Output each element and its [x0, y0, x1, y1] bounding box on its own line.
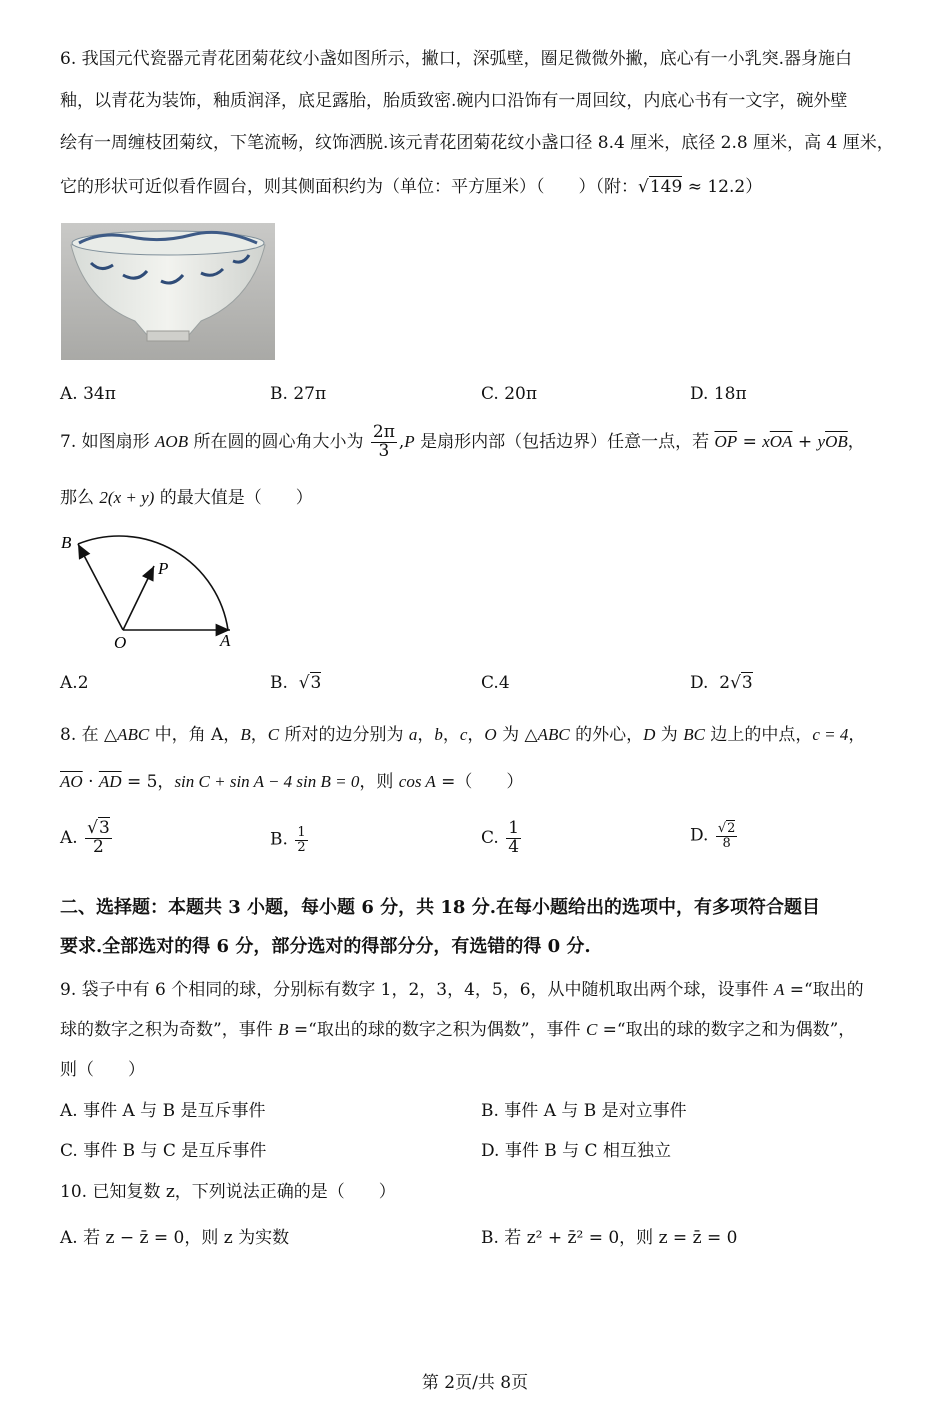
q8-text: ， [250, 725, 268, 745]
porcelain-bowl-image [61, 223, 275, 360]
q8-text: 为 [655, 725, 684, 745]
vector-op-arrow [123, 566, 154, 630]
option-fraction [85, 820, 112, 857]
option-letter: C. [481, 673, 499, 693]
q7-line-2 [60, 483, 313, 508]
q8-text: 边上的中点， [704, 725, 813, 745]
option-letter: B. [270, 829, 288, 850]
q7-plus: + [792, 432, 818, 452]
q8-dot: · [82, 772, 99, 792]
q8-d: D [643, 725, 656, 744]
q7-text: 那么 [60, 488, 100, 508]
q6-option-a[interactable] [60, 384, 116, 404]
q7-option-d[interactable]: D. 2√3 [690, 673, 753, 693]
option-value: 18π [713, 384, 747, 404]
q7-option-b[interactable]: B. √3 [270, 673, 322, 693]
q8-text: 为 △ [496, 725, 538, 745]
sector-diagram [58, 528, 238, 650]
option-letter: B. [270, 384, 288, 404]
q8-c: C [267, 725, 280, 744]
q7-text: 7. 如图扇形 [60, 432, 156, 452]
sqrt-radicand: 2 [727, 821, 736, 836]
vector-ob: $\overline{OB}$ [825, 432, 848, 451]
q8-side-a: a [408, 725, 418, 744]
fraction-numerator: 2π [372, 422, 395, 443]
option-fraction [295, 826, 307, 854]
q9-text: =“取出的 [784, 980, 864, 1000]
q8-line-2 [60, 767, 523, 792]
q9-text: 球的数字之积为奇数”，事件 [60, 1020, 279, 1040]
page-footer: 第 2页/共 8页 [421, 1373, 529, 1393]
q8-side-b: b [434, 725, 443, 744]
q6-sqrt-value: 149 [649, 177, 683, 197]
q8-text: = 5， [121, 772, 175, 792]
q6-option-d[interactable] [690, 384, 747, 404]
q8-text: ， [417, 725, 435, 745]
q7-x: x [762, 432, 770, 451]
q8-abc: ABC [117, 725, 150, 744]
q7-p: P [404, 432, 415, 451]
q6-line-2: 釉，以青花为装饰，釉质润泽，底足露胎，胎质致密.碗内口沿饰有一周回纹，内底心书有一文字，碗外壁 [60, 91, 848, 111]
q7-text: 所在圆的圆心角大小为 [188, 432, 369, 452]
q7-expression: 2(x + y) [99, 488, 155, 507]
q10-option-a[interactable]: A. 若 z − z̄ = 0，则 z 为实数 [60, 1228, 290, 1248]
fraction-numerator: √3 [87, 818, 110, 838]
q7-angle-fraction [371, 424, 397, 461]
fraction-denominator: 8 [722, 835, 731, 851]
q8-b: B [240, 725, 251, 744]
event-a: A [773, 980, 785, 999]
fraction-denominator: 2 [93, 836, 104, 857]
q7-eq: = [737, 432, 763, 452]
q7-option-c[interactable] [481, 673, 510, 693]
q7-text: 的最大值是（ ） [154, 488, 313, 508]
option-letter: D. [690, 384, 709, 404]
q8-text: ， [467, 725, 485, 745]
q7-y: y [817, 432, 826, 451]
q8-line-1 [60, 720, 865, 745]
q6-line-4-text: 它的形状可近似看作圆台，则其侧面积约为（单位：平方厘米）（ ）（附： [60, 177, 638, 197]
fraction-numerator: √2 [717, 821, 736, 836]
fraction-denominator: 3 [378, 441, 390, 461]
sqrt-radicand: 3 [98, 818, 110, 838]
q9-text: 9. 袋子中有 6 个相同的球，分别标有数字 1，2，3，4，5，6，从中随机取出两个球，设事件 [60, 980, 774, 1000]
section-2-heading-line-2: 要求.全部选对的得 6 分，部分选对的得部分分，有选错的得 0 分. [60, 936, 591, 957]
q8-option-a[interactable] [60, 820, 114, 857]
q9-option-c[interactable]: C. 事件 B 与 C 是互斥事件 [60, 1141, 267, 1161]
q9-line-1 [60, 975, 864, 1000]
q8-bc: BC [683, 725, 705, 744]
event-c: C [585, 1020, 598, 1039]
q8-option-d[interactable] [690, 822, 739, 850]
option-value: 34π [83, 384, 116, 404]
option-letter: D. [690, 673, 709, 693]
q8-option-c[interactable] [481, 820, 523, 857]
q8-side-c: c [459, 725, 468, 744]
q8-c-eq: c = 4 [812, 725, 849, 744]
q9-line-3: 则（ ） [60, 1060, 145, 1080]
option-coefficient: 2 [719, 673, 731, 693]
q8-option-b[interactable] [270, 826, 310, 854]
option-letter: B. [270, 673, 288, 693]
fraction-numerator: 1 [297, 825, 306, 840]
q9-option-d[interactable]: D. 事件 B 与 C 相互独立 [481, 1141, 671, 1161]
q9-option-b[interactable]: B. 事件 A 与 B 是对立事件 [481, 1101, 687, 1121]
q8-abc: ABC [537, 725, 570, 744]
option-letter: A. [60, 827, 78, 848]
q8-text: ，则 [359, 772, 399, 792]
q7-text: ， [847, 432, 865, 452]
option-letter: C. [481, 827, 499, 848]
vector-oa: $\overline{OA}$ [769, 432, 793, 451]
q8-text: =（ ） [435, 772, 524, 792]
sector-arc [78, 536, 228, 630]
option-letter: A. [60, 673, 78, 693]
q8-text: 所对的边分别为 [279, 725, 409, 745]
option-value: 2 [77, 673, 89, 693]
q9-text: =“取出的球的数字之积为偶数”，事件 [288, 1020, 586, 1040]
q6-option-c[interactable] [481, 384, 537, 404]
q10-option-b[interactable]: B. 若 z² + z̄² = 0，则 z = z̄ = 0 [481, 1228, 738, 1248]
option-letter: A. [60, 384, 78, 404]
label-o: O [114, 633, 127, 650]
q8-text: 的外心， [569, 725, 644, 745]
q10-line-1: 10. 已知复数 z，下列说法正确的是（ ） [60, 1182, 396, 1202]
option-fraction [716, 822, 738, 850]
q9-text: =“取出的球的数字之和为偶数”， [597, 1020, 856, 1040]
option-fraction [506, 820, 521, 857]
q8-o: O [484, 725, 497, 744]
q6-line-1: 6. 我国元代瓷器元青花团菊花纹小盏如图所示，撇口，深弧壁，圈足微微外撇，底心有一小乳突.器身施白 [60, 49, 853, 69]
q8-text: 中，角 A， [149, 725, 241, 745]
option-value: 27π [293, 384, 327, 404]
label-a: A [220, 631, 231, 650]
q6-line-4 [60, 172, 762, 197]
vector-op: $\overline{OP}$ [714, 432, 738, 451]
option-letter: C. [481, 384, 499, 404]
q7-line-1 [60, 418, 865, 466]
option-value: 3 [310, 673, 322, 693]
fraction-denominator: 2 [297, 839, 306, 855]
option-value: 4 [498, 673, 510, 693]
fraction-denominator: 4 [508, 836, 520, 857]
q6-approx: ≈ 12.2 [682, 177, 746, 197]
q8-text: ， [442, 725, 460, 745]
q7-aob: AOB [155, 432, 189, 451]
q7-text: 是扇形内部（包括边界）任意一点，若 [414, 432, 715, 452]
q8-text: ， [848, 725, 866, 745]
q8-text: 8. 在 △ [60, 725, 118, 745]
q6-option-b[interactable] [270, 384, 326, 404]
vector-ad: $\overline{AD}$ [98, 772, 122, 791]
q8-equation: sin C + sin A − 4 sin B = 0 [174, 772, 360, 791]
q8-cos-a: cos A [398, 772, 436, 791]
q7-text: , [398, 432, 405, 452]
q9-option-a[interactable]: A. 事件 A 与 B 是互斥事件 [60, 1101, 266, 1121]
sqrt-symbol: √ [638, 177, 649, 197]
label-b: B [61, 533, 72, 552]
section-2-heading-line-1: 二、选择题：本题共 3 小题，每小题 6 分，共 18 分.在每小题给出的选项中，有多项符合题目 [60, 897, 820, 918]
q7-option-a[interactable] [60, 673, 89, 693]
label-p: P [158, 559, 169, 578]
option-letter: D. [690, 825, 709, 846]
q6-line-4-end: ） [745, 177, 763, 197]
event-b: B [278, 1020, 289, 1039]
q6-line-3: 绘有一周缠枝团菊纹，下笔流畅，纹饰洒脱.该元青花团菊花纹小盏口径 8.4 厘米，底径 2.8 厘米，高 4 厘米， [60, 133, 894, 153]
vector-ao: $\overline{AO}$ [60, 772, 83, 791]
option-value: 20π [504, 384, 538, 404]
option-value: 3 [741, 673, 753, 693]
q9-line-2 [60, 1015, 855, 1040]
vector-ob-arrow [78, 544, 123, 630]
fraction-numerator: 1 [508, 818, 520, 838]
